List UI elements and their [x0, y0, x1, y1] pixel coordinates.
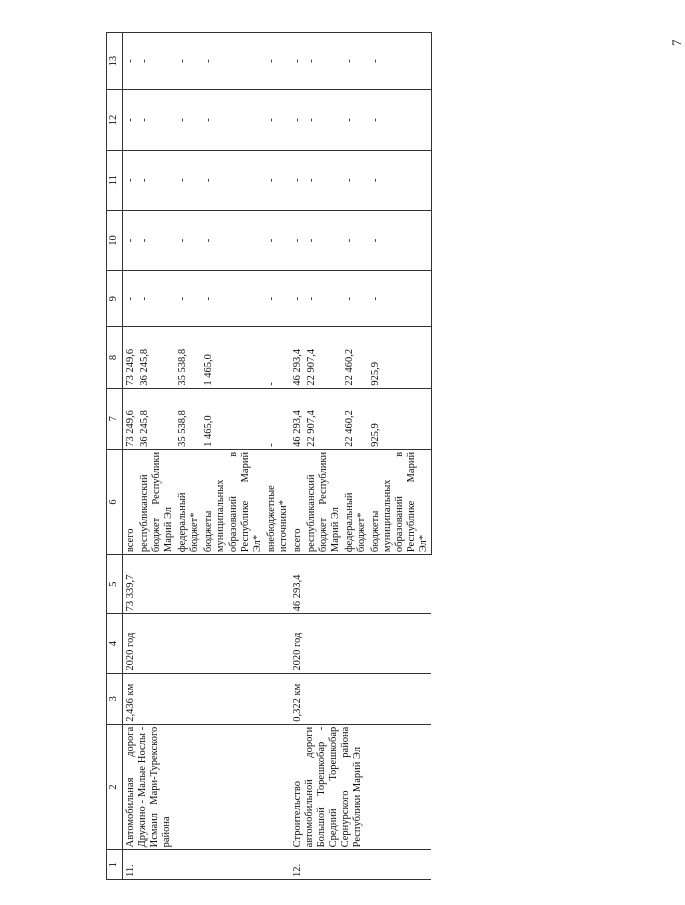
- value-c11: -: [264, 150, 290, 210]
- program-table: [106, 32, 432, 880]
- value-c8: 35 538,8: [175, 327, 201, 388]
- col-header: 1: [107, 850, 123, 880]
- total-cost: 46 293,4: [290, 555, 431, 614]
- col-header: 5: [107, 555, 123, 614]
- value-c7: 1 465,0: [201, 388, 263, 449]
- funding-source: бюджеты муниципальных образований в Республике Марий Эл*: [368, 449, 431, 554]
- funding-source: бюджеты муниципальных образований в Республике Марий Эл*: [201, 449, 263, 554]
- value-c10: -: [342, 210, 368, 270]
- value-c7: 73 249,6: [123, 388, 138, 449]
- col-header: 3: [107, 673, 123, 724]
- value-c12: -: [137, 90, 175, 150]
- value-c9: -: [304, 271, 342, 327]
- funding-source: внебюджетные источники*: [264, 449, 290, 554]
- row-number: 11.: [123, 850, 290, 880]
- value-c7: 36 245,8: [137, 388, 175, 449]
- value-c8: 22 460,2: [342, 327, 368, 388]
- value-c9: -: [290, 271, 304, 327]
- value-c8: 73 249,6: [123, 327, 138, 388]
- col-header: 11: [107, 150, 123, 210]
- value-c10: -: [123, 210, 138, 270]
- value-c11: -: [368, 150, 431, 210]
- value-c8: 925,9: [368, 327, 431, 388]
- value-c11: -: [290, 150, 304, 210]
- funding-source: республиканский бюджет Республики Марий Эл: [137, 449, 175, 554]
- value-c10: -: [264, 210, 290, 270]
- value-c8: 46 293,4: [290, 327, 304, 388]
- value-c10: -: [368, 210, 431, 270]
- value-c13: -: [175, 33, 201, 90]
- value-c13: -: [368, 33, 431, 90]
- col-header: 6: [107, 449, 123, 554]
- value-c9: -: [342, 271, 368, 327]
- value-c10: -: [290, 210, 304, 270]
- col-header: 10: [107, 210, 123, 270]
- year: 2020 год: [123, 614, 290, 673]
- value-c9: -: [368, 271, 431, 327]
- value-c13: -: [123, 33, 138, 90]
- table-row: [123, 33, 138, 880]
- funding-source: всего: [290, 449, 304, 554]
- value-c8: 1 465,0: [201, 327, 263, 388]
- value-c7: 35 538,8: [175, 388, 201, 449]
- value-c12: -: [368, 90, 431, 150]
- total-cost: 73 339,7: [123, 555, 290, 614]
- value-c12: -: [290, 90, 304, 150]
- value-c9: -: [201, 271, 263, 327]
- value-c11: -: [201, 150, 263, 210]
- value-c11: -: [175, 150, 201, 210]
- value-c8: -: [264, 327, 290, 388]
- value-c13: -: [342, 33, 368, 90]
- value-c9: -: [137, 271, 175, 327]
- value-c10: -: [304, 210, 342, 270]
- table-body: [123, 33, 432, 880]
- value-c12: -: [201, 90, 263, 150]
- table-row: [290, 33, 304, 880]
- header-row: [107, 33, 123, 880]
- value-c13: -: [290, 33, 304, 90]
- year: 2020 год: [290, 614, 431, 673]
- funding-source: республиканский бюджет Республики Марий Эл: [304, 449, 342, 554]
- value-c12: -: [123, 90, 138, 150]
- value-c9: -: [123, 271, 138, 327]
- value-c7: 925,9: [368, 388, 431, 449]
- value-c9: -: [264, 271, 290, 327]
- col-header: 12: [107, 90, 123, 150]
- value-c12: -: [304, 90, 342, 150]
- col-header: 2: [107, 724, 123, 850]
- value-c7: 46 293,4: [290, 388, 304, 449]
- row-number: 12.: [290, 850, 431, 880]
- value-c9: -: [175, 271, 201, 327]
- value-c10: -: [137, 210, 175, 270]
- value-c13: -: [304, 33, 342, 90]
- value-c13: -: [201, 33, 263, 90]
- value-c7: 22 907,4: [304, 388, 342, 449]
- length: 2,436 км: [123, 673, 290, 724]
- col-header: 13: [107, 33, 123, 90]
- col-header: 4: [107, 614, 123, 673]
- col-header: 7: [107, 388, 123, 449]
- length: 0,322 км: [290, 673, 431, 724]
- value-c10: -: [175, 210, 201, 270]
- value-c11: -: [137, 150, 175, 210]
- value-c8: 22 907,4: [304, 327, 342, 388]
- col-header: 8: [107, 327, 123, 388]
- funding-source: федеральный бюджет*: [175, 449, 201, 554]
- funding-source: всего: [123, 449, 138, 554]
- value-c10: -: [201, 210, 263, 270]
- value-c12: -: [175, 90, 201, 150]
- value-c11: -: [123, 150, 138, 210]
- value-c8: 36 245,8: [137, 327, 175, 388]
- rotated-table-container: [106, 32, 641, 880]
- value-c12: -: [342, 90, 368, 150]
- funding-source: федеральный бюджет*: [342, 449, 368, 554]
- col-header: 9: [107, 271, 123, 327]
- value-c7: 22 460,2: [342, 388, 368, 449]
- value-c12: -: [264, 90, 290, 150]
- page-number: 7: [669, 39, 684, 46]
- object-name: Автомобильная дорога Дружино - Малые Нослы - Исмаил Мари-Турекского района: [123, 724, 290, 850]
- value-c11: -: [342, 150, 368, 210]
- value-c7: -: [264, 388, 290, 449]
- value-c11: -: [304, 150, 342, 210]
- value-c13: -: [264, 33, 290, 90]
- value-c13: -: [137, 33, 175, 90]
- object-name: Строительство автомобильной дороги Большой Торешкобар - Средний Торешкобар Сернурского района Республики Марий Эл: [290, 724, 431, 850]
